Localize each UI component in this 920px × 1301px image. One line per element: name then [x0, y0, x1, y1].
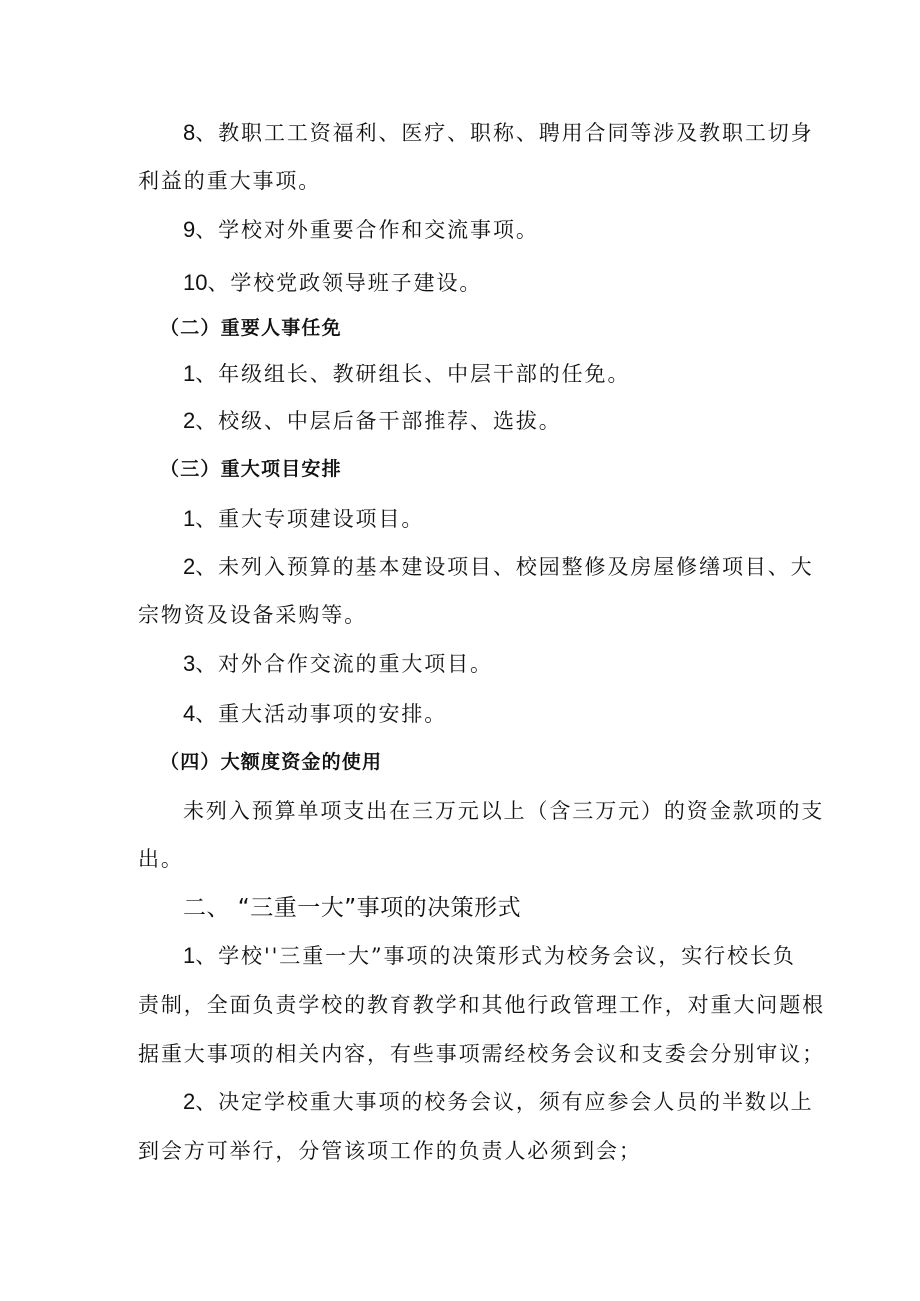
item-text: 、对外合作交流的重大项目。: [195, 652, 493, 676]
decision-item-2-line-2: 到会方可举行，分管该项工作的负责人必须到会；: [138, 1139, 642, 1163]
item-number: 10: [183, 270, 208, 295]
item-number: 3: [183, 651, 196, 676]
item-10: [183, 269, 843, 297]
decision-item-2-line-1: [183, 1088, 843, 1116]
personnel-item-2: [183, 407, 843, 435]
item-number: 4: [183, 701, 196, 726]
project-item-3: [183, 650, 843, 678]
item-number: 2: [183, 408, 196, 433]
item-number: 2: [183, 1089, 196, 1114]
item-number: 1: [183, 943, 196, 968]
item-number: 8: [183, 120, 196, 145]
item-text: 、年级组长、教研组长、中层干部的任免。: [195, 362, 631, 386]
project-item-2-line-1: [183, 553, 843, 581]
item-text: 、教职工工资福利、医疗、职称、聘用合同等涉及教职工切身: [195, 121, 814, 145]
item-text: 、学校对外重要合作和交流事项。: [195, 218, 539, 242]
subheading-funds: （四）大额度资金的使用: [160, 751, 383, 773]
subheading-projects: （三）重大项目安排: [160, 458, 342, 480]
item-8-line-1: [183, 119, 843, 147]
decision-item-1-line-1: [183, 942, 843, 970]
item-text: 、校级、中层后备干部推荐、选拔。: [195, 409, 562, 433]
item-text: 、重大活动事项的安排。: [195, 702, 448, 726]
item-text: 、学校党政领导班子建设。: [207, 271, 483, 295]
personnel-item-1: [183, 360, 843, 388]
project-item-4: [183, 700, 843, 728]
item-text: 、学校''三重一大”事项的决策形式为校务会议，实行校长负: [195, 944, 796, 968]
funds-line-2: 出。: [138, 847, 184, 871]
item-number: 1: [183, 361, 196, 386]
section-heading-decision: 二、 “三重一大”事项的决策形式: [183, 895, 522, 921]
project-item-2-line-2: 宗物资及设备采购等。: [138, 603, 367, 627]
item-text: 、未列入预算的基本建设项目、校园整修及房屋修缮项目、大: [195, 555, 814, 579]
project-item-1: [183, 505, 843, 533]
funds-line-1: 未列入预算单项支出在三万元以上（含三万元）的资金款项的支: [183, 799, 825, 823]
item-8-line-2: 利益的重大事项。: [138, 169, 322, 193]
item-number: 2: [183, 554, 196, 579]
decision-item-1-line-2: 责制，全面负责学校的教育教学和其他行政管理工作，对重大问题根: [138, 993, 825, 1017]
item-9: [183, 216, 843, 244]
decision-item-1-line-3: 据重大事项的相关内容，有些事项需经校务会议和支委会分别审议；: [138, 1042, 825, 1066]
item-text: 、决定学校重大事项的校务会议，须有应参会人员的半数以上: [195, 1090, 814, 1114]
item-number: 9: [183, 217, 196, 242]
item-number: 1: [183, 506, 196, 531]
item-text: 、重大专项建设项目。: [195, 507, 425, 531]
subheading-personnel: （二）重要人事任免: [160, 317, 342, 339]
